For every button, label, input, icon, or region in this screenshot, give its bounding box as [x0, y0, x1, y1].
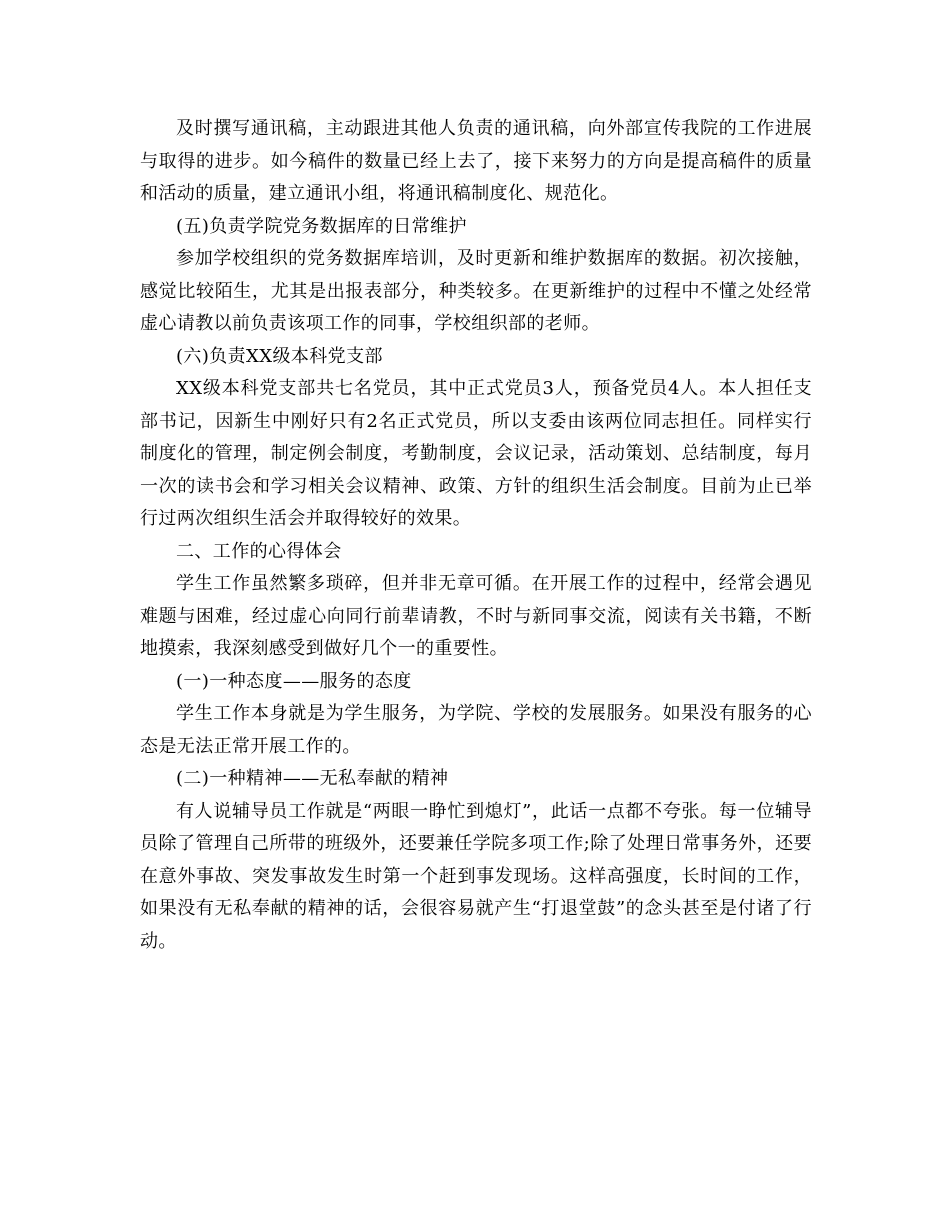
section-heading-service-attitude: (一)一种态度——服务的态度	[176, 670, 412, 692]
paragraph-experience: 学生工作虽然繁多琐碎，但并非无章可循。在开展工作的过程中，经常会遇见难题与困难，经过虚心向同行前辈请教，不时与新同事交流，阅读有关书籍，不断地摸索，我深刻感受到做好几个一的重要性。	[140, 573, 812, 659]
document-body	[140, 113, 812, 958]
paragraph-party-branch: XX级本科党支部共七名党员，其中正式党员3人，预备党员4人。本人担任支部书记，因新生中刚好只有2名正式党员，所以支委由该两位同志担任。同样实行制度化的管理，制定例会制度，考勤制度，会议记录，活动策划、总结制度，每月一次的读书会和学习相关会议精神、政策、方针的组织生活会制度。目前为止已举行过两次组织生活会并取得较好的效果。	[140, 378, 812, 529]
section-heading-experience: 二、工作的心得体会	[176, 540, 342, 562]
section-heading-party-database: (五)负责学院党务数据库的日常维护	[176, 215, 467, 237]
paragraph-dedication: 有人说辅导员工作就是“两眼一睁忙到熄灯”，此话一点都不夸张。每一位辅导员除了管理自己所带的班级外，还要兼任学院多项工作;除了处理日常事务外，还要在意外事故、突发事故发生时第一个赶到事发现场。这样高强度，长时间的工作，如果没有无私奉献的精神的话，会很容易就产生“打退堂鼓”的念头甚至是付诸了行动。	[140, 800, 812, 952]
paragraph-press-release: 及时撰写通讯稿，主动跟进其他人负责的通讯稿，向外部宣传我院的工作进展与取得的进步。如今稿件的数量已经上去了，接下来努力的方向是提高稿件的质量和活动的质量，建立通讯小组，将通讯稿制度化、规范化。	[140, 118, 812, 204]
paragraph-party-database: 参加学校组织的党务数据库培训，及时更新和维护数据库的数据。初次接触，感觉比较陌生，尤其是出报表部分，种类较多。在更新维护的过程中不懂之处经常虚心请教以前负责该项工作的同事，学校组织部的老师。	[140, 248, 812, 334]
paragraph-service-attitude: 学生工作本身就是为学生服务，为学院、学校的发展服务。如果没有服务的心态是无法正常开展工作的。	[140, 703, 812, 757]
section-heading-party-branch: (六)负责XX级本科党支部	[176, 345, 383, 367]
section-heading-dedication: (二)一种精神——无私奉献的精神	[176, 768, 449, 789]
